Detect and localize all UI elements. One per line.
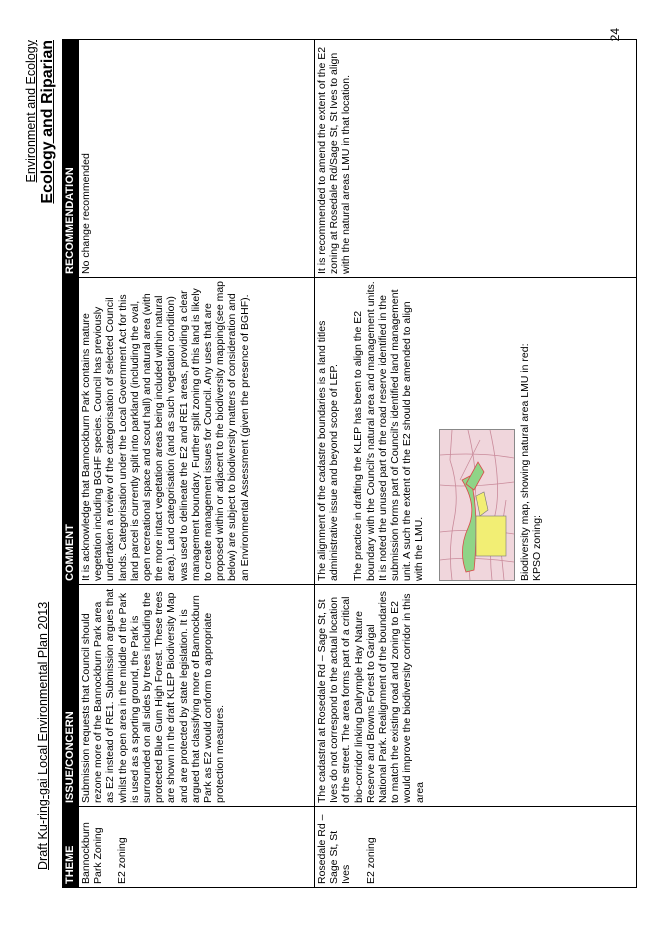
comment-cell xyxy=(315,278,637,585)
comment-cell xyxy=(79,278,315,585)
issue-cell xyxy=(79,585,315,807)
table-row xyxy=(315,40,637,888)
header-right xyxy=(24,40,57,328)
page-title: Ecology and Riparian xyxy=(39,40,56,204)
section-label: Environment and Ecology xyxy=(24,40,38,183)
recommendation-text: It is recommended to amend the extent of the E2 zoning at Rosedale Rd/Sage St, St Ives to align with the natural areas LMU in that location. xyxy=(316,46,353,274)
header-comment: COMMENT xyxy=(63,278,79,585)
table-header-row xyxy=(63,40,79,888)
theme-zone-text: E2 zoning xyxy=(116,837,129,884)
header-issue: ISSUE/CONCERN xyxy=(63,585,79,807)
theme-cell xyxy=(315,807,637,888)
comment-paragraph-3: Biodiversity map, showing natural area LMU in red: xyxy=(518,343,531,581)
theme-zone-text: E2 zoning xyxy=(364,837,377,884)
table-row xyxy=(79,40,315,888)
theme-text: Rosedale Rd – Sage St, St Ives xyxy=(316,814,353,884)
issue-cell xyxy=(315,585,637,807)
document-title: Draft Ku-ring-gai Local Environmental Plan 2013 xyxy=(36,601,50,870)
header-theme: THEME xyxy=(63,807,79,888)
recommendation-cell xyxy=(79,40,315,278)
biodiversity-map-image xyxy=(439,429,515,581)
page-number: 24 xyxy=(608,28,622,42)
recommendation-text: No change recommended xyxy=(80,153,92,274)
comment-paragraph-2: The practice in drafting the KLEP has been to align the E2 boundary with the Council's natural area and management units. It is noted the unused part of the road reserve identified in the submission forms part of Council's identified land management unit. A such the extent of the E2 should be amended to align with the LMU. xyxy=(352,281,426,581)
issue-text: The cadastral at Rosedale Rd – Sage St, St Ives do not correspond to the actual location of the street. The area forms part of a critical bio-corridor linking Dalrymple Hay Nature Reserve and Browns Forest to Garigal National Park. Realignment of the boundaries to match the existing road and zoning to E2 would improve the biodiversity corridor in this area xyxy=(316,591,426,803)
submissions-table xyxy=(62,39,637,888)
theme-cell xyxy=(79,807,315,888)
comment-paragraph-4: KPSO zoning: xyxy=(530,515,543,581)
recommendation-cell xyxy=(315,40,637,278)
comment-paragraph-1: The alignment of the cadastre boundaries is a land titles administrative issue and beyond scope of LEP. xyxy=(316,320,341,581)
theme-text: Bannockburn Park Zoning xyxy=(80,822,105,884)
header-recommendation: RECOMMENDATION xyxy=(63,40,79,278)
issue-text: Submission requests that Council should rezone more of the Bannockburn Park area as E2 instead of RE1. Submission argues that whilst the open area in the middle of the Park is used as a sporting ground, the Park is surrounded on all sides by trees including the protected Blue Gum High Forest. These trees are shown in the draft KLEP Biodiversity Map and are protected by state legislation. It is argued that classifying more of Bannockburn Park as E2 would conform to appropriate protection measures. xyxy=(80,588,227,803)
comment-text: It is acknowledge that Bannockburn Park contains mature vegetation including BGHF species. Council has previously undertaken a review of the categorisation of selected Council lands. Categorisation under the Local Government Act for this land parcel is currently split into parkland (including the oval, open recreational space and scout hall) and natural area (with the more intact vegetation areas being included within natural area). Land categorisation (and as such vegetation condition) was used to delineate the E2 and RE1 areas, providing a clear management boundary. Further split zoning of this land is likely to create management issues for Council. Any uses that are proposed within or adjacent to the biodiversity mapping(see map below) are subject to biodiversity matters of consideration and an Environmental Assessment (given the presence of BGHF). xyxy=(80,280,251,581)
